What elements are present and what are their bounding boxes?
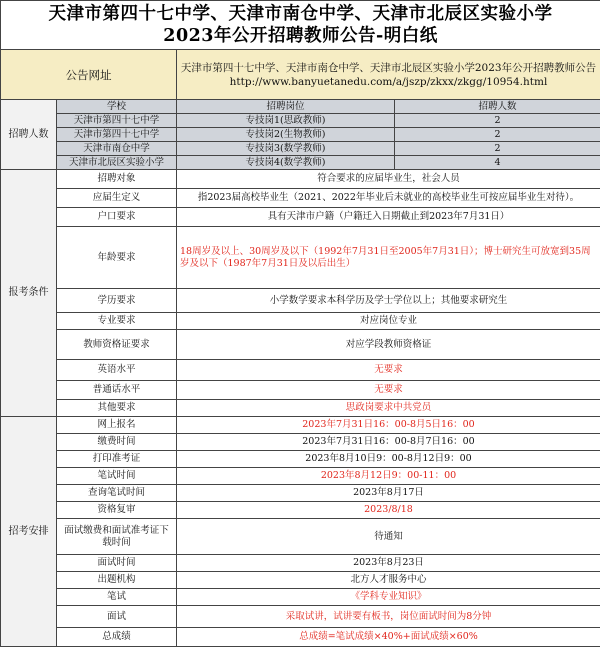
- schedule-label: 查询笔试时间: [57, 485, 177, 502]
- schedule-label: 面试时间: [57, 555, 177, 572]
- count-cell: 2: [395, 114, 600, 128]
- schedule-value: 待通知: [177, 519, 600, 555]
- condition-label: 其他要求: [57, 400, 177, 417]
- condition-value: 对应岗位专业: [177, 313, 600, 330]
- schedule-value: 2023年8月23日: [177, 555, 600, 572]
- header-school: 学校: [57, 100, 177, 114]
- schedule-label: 资格复审: [57, 502, 177, 519]
- header-count: 招聘人数: [395, 100, 600, 114]
- table-row: [1, 156, 600, 170]
- schedule-value: 2023年8月12日9：00-11：00: [177, 468, 600, 485]
- condition-label: 学历要求: [57, 289, 177, 313]
- post-cell: 专技岗3(数学教师): [177, 142, 395, 156]
- table-row: [1, 114, 600, 128]
- condition-label: 普通话水平: [57, 381, 177, 400]
- schedule-label: 笔试时间: [57, 468, 177, 485]
- post-cell: 专技岗4(数学教师): [177, 156, 395, 170]
- school-cell: 天津市第四十七中学: [57, 128, 177, 142]
- schedule-value: 2023年8月17日: [177, 485, 600, 502]
- title-line-2: 2023年公开招聘教师公告-明白纸: [163, 26, 438, 46]
- schedule-value: 2023年8月10日9：00-8月12日9：00: [177, 451, 600, 468]
- url-label: 公告网址: [1, 50, 177, 100]
- schedule-label: 面试: [57, 606, 177, 628]
- condition-label: 专业要求: [57, 313, 177, 330]
- condition-value: 具有天津市户籍（户籍迁入日期截止到2023年7月31日）: [177, 208, 600, 227]
- condition-value: 无要求: [177, 381, 600, 400]
- table-row: [1, 142, 600, 156]
- count-cell: 2: [395, 142, 600, 156]
- school-cell: 天津市第四十七中学: [57, 114, 177, 128]
- schedule-label: 网上报名: [57, 417, 177, 434]
- announcement-link[interactable]: http://www.banyuetanedu.com/a/jszp/zkxx/zkgg/10954.html: [229, 75, 548, 88]
- page-title: [1, 1, 600, 50]
- school-cell: 天津市北辰区实验小学: [57, 156, 177, 170]
- schedule-label: 笔试: [57, 589, 177, 606]
- section-label-conditions: 报考条件: [1, 170, 57, 417]
- announcement-title: 天津市第四十七中学、天津市南仓中学、天津市北辰区实验小学2023年公开招聘教师公告: [180, 61, 597, 74]
- section-label-recruit: 招聘人数: [1, 100, 57, 170]
- schedule-label: 面试缴费和面试准考证下载时间: [57, 519, 177, 555]
- condition-label: 招聘对象: [57, 170, 177, 189]
- post-cell: 专技岗1(思政教师): [177, 114, 395, 128]
- post-cell: 专技岗2(生物教师): [177, 128, 395, 142]
- condition-label: 应届生定义: [57, 189, 177, 208]
- announcement-url[interactable]: [177, 50, 600, 100]
- schedule-value: 2023年7月31日16：00-8月5日16：00: [177, 417, 600, 434]
- condition-value: 思政岗要求中共党员: [177, 400, 600, 417]
- condition-label: 教师资格证要求: [57, 330, 177, 360]
- schedule-value: 《学科专业知识》: [177, 589, 600, 606]
- table-row: [1, 128, 600, 142]
- condition-label: 年龄要求: [57, 227, 177, 289]
- section-label-schedule: 招考安排: [1, 417, 57, 647]
- condition-value: 符合要求的应届毕业生，社会人员: [177, 170, 600, 189]
- condition-value: 指2023届高校毕业生（2021、2022年毕业后未就业的高校毕业生可按应届毕业生对待）。: [177, 189, 600, 208]
- schedule-label: 缴费时间: [57, 434, 177, 451]
- title-line-1: 天津市第四十七中学、天津市南仓中学、天津市北辰区实验小学: [48, 4, 553, 24]
- schedule-label: 总成绩: [57, 628, 177, 647]
- condition-value: 无要求: [177, 360, 600, 381]
- schedule-value: 2023年7月31日16：00-8月7日16：00: [177, 434, 600, 451]
- schedule-value: 采取试讲，试讲要有板书，岗位面试时间为8分钟: [177, 606, 600, 628]
- schedule-value: 2023/8/18: [177, 502, 600, 519]
- count-cell: 4: [395, 156, 600, 170]
- header-post: 招聘岗位: [177, 100, 395, 114]
- schedule-value: 北方人才服务中心: [177, 572, 600, 589]
- schedule-label: 打印准考证: [57, 451, 177, 468]
- condition-label: 户口要求: [57, 208, 177, 227]
- schedule-label: 出题机构: [57, 572, 177, 589]
- condition-label: 英语水平: [57, 360, 177, 381]
- school-cell: 天津市南仓中学: [57, 142, 177, 156]
- condition-value-age: 18周岁及以上、30周岁及以下（1992年7月31日至2005年7月31日）；博士研究生可放宽到35周岁及以下（1987年7月31日及以后出生）: [177, 227, 600, 289]
- schedule-value: 总成绩=笔试成绩×40%+面试成绩×60%: [177, 628, 600, 647]
- count-cell: 2: [395, 128, 600, 142]
- condition-value: 对应学段教师资格证: [177, 330, 600, 360]
- condition-value: 小学数学要求本科学历及学士学位以上；其他要求研究生: [177, 289, 600, 313]
